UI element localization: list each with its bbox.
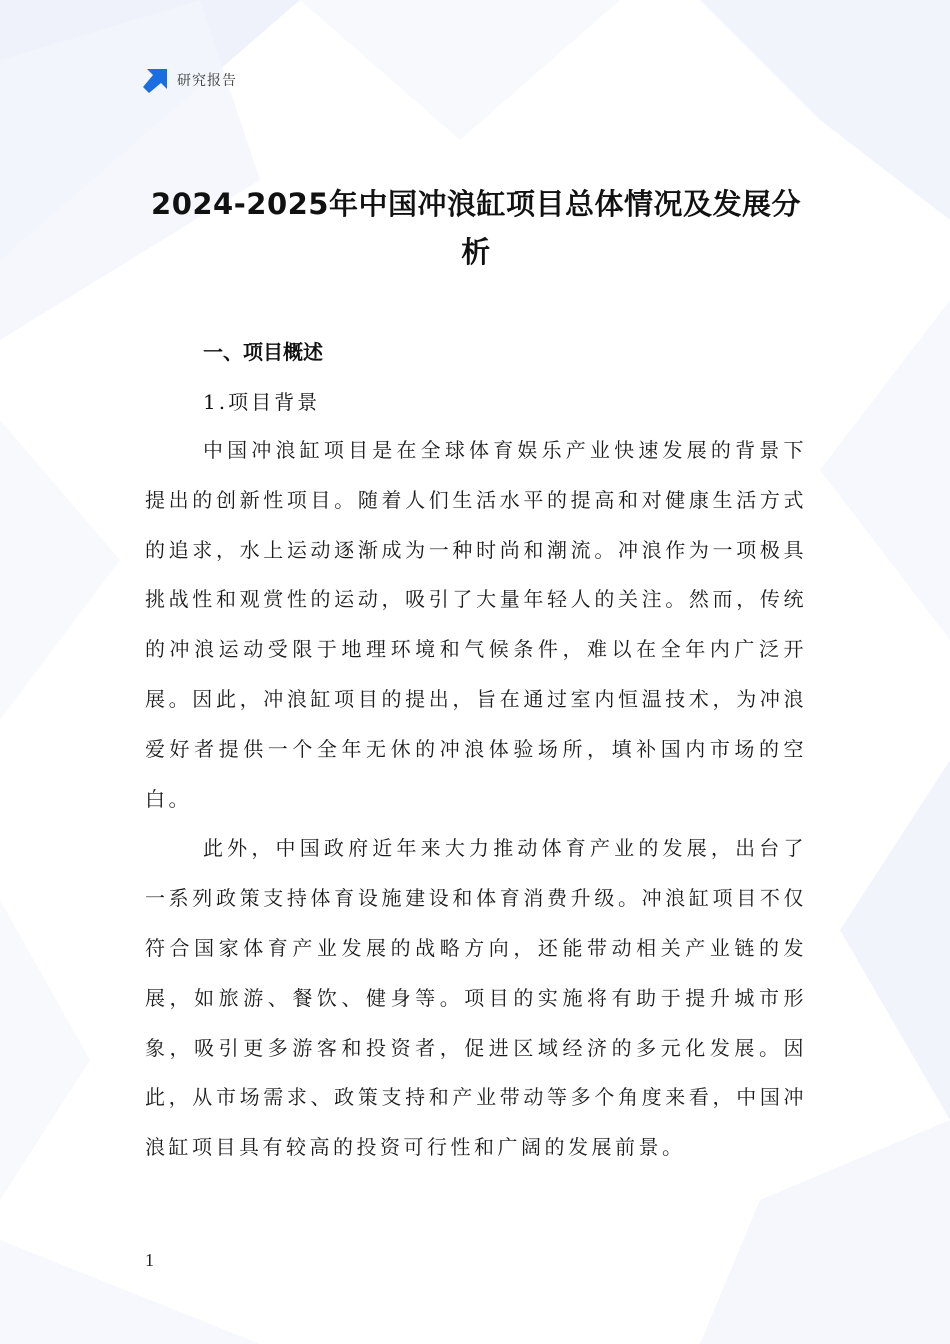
paragraph: 中国冲浪缸项目是在全球体育娱乐产业快速发展的背景下提出的创新性项目。随着人们生活水平的提高和对健康生活方式的追求，水上运动逐渐成为一种时尚和潮流。冲浪作为一项极具挑战性和观赏性的运动，吸引了大量年轻人的关注。然而，传统的冲浪运动受限于地理环境和气候条件，难以在全年内广泛开展。因此，冲浪缸项目的提出，旨在通过室内恒温技术，为冲浪爱好者提供一个全年无休的冲浪体验场所，填补国内市场的空白。 xyxy=(145,438,807,811)
report-label: 研究报告 xyxy=(177,73,237,89)
paragraph: 此外，中国政府近年来大力推动体育产业的发展，出台了一系列政策支持体育设施建设和体育消费升级。冲浪缸项目不仅符合国家体育产业发展的战略方向，还能带动相关产业链的发展，如旅游、餐饮、健身等。项目的实施将有助于提升城市形象，吸引更多游客和投资者，促进区域经济的多元化发展。因此，从市场需求、政策支持和产业带动等多个角度来看，中国冲浪缸项目具有较高的投资可行性和广阔的发展前景。 xyxy=(145,836,807,1160)
section-heading: 一、项目概述 xyxy=(203,340,323,364)
document-title: 2024-2025年中国冲浪缸项目总体情况及发展分析 xyxy=(151,187,801,269)
subsection-heading: 1.项目背景 xyxy=(203,390,321,414)
arrow-up-right-icon xyxy=(143,67,169,93)
page-number: 1 xyxy=(145,1250,154,1270)
body-text xyxy=(145,426,807,1173)
report-header xyxy=(143,67,237,93)
